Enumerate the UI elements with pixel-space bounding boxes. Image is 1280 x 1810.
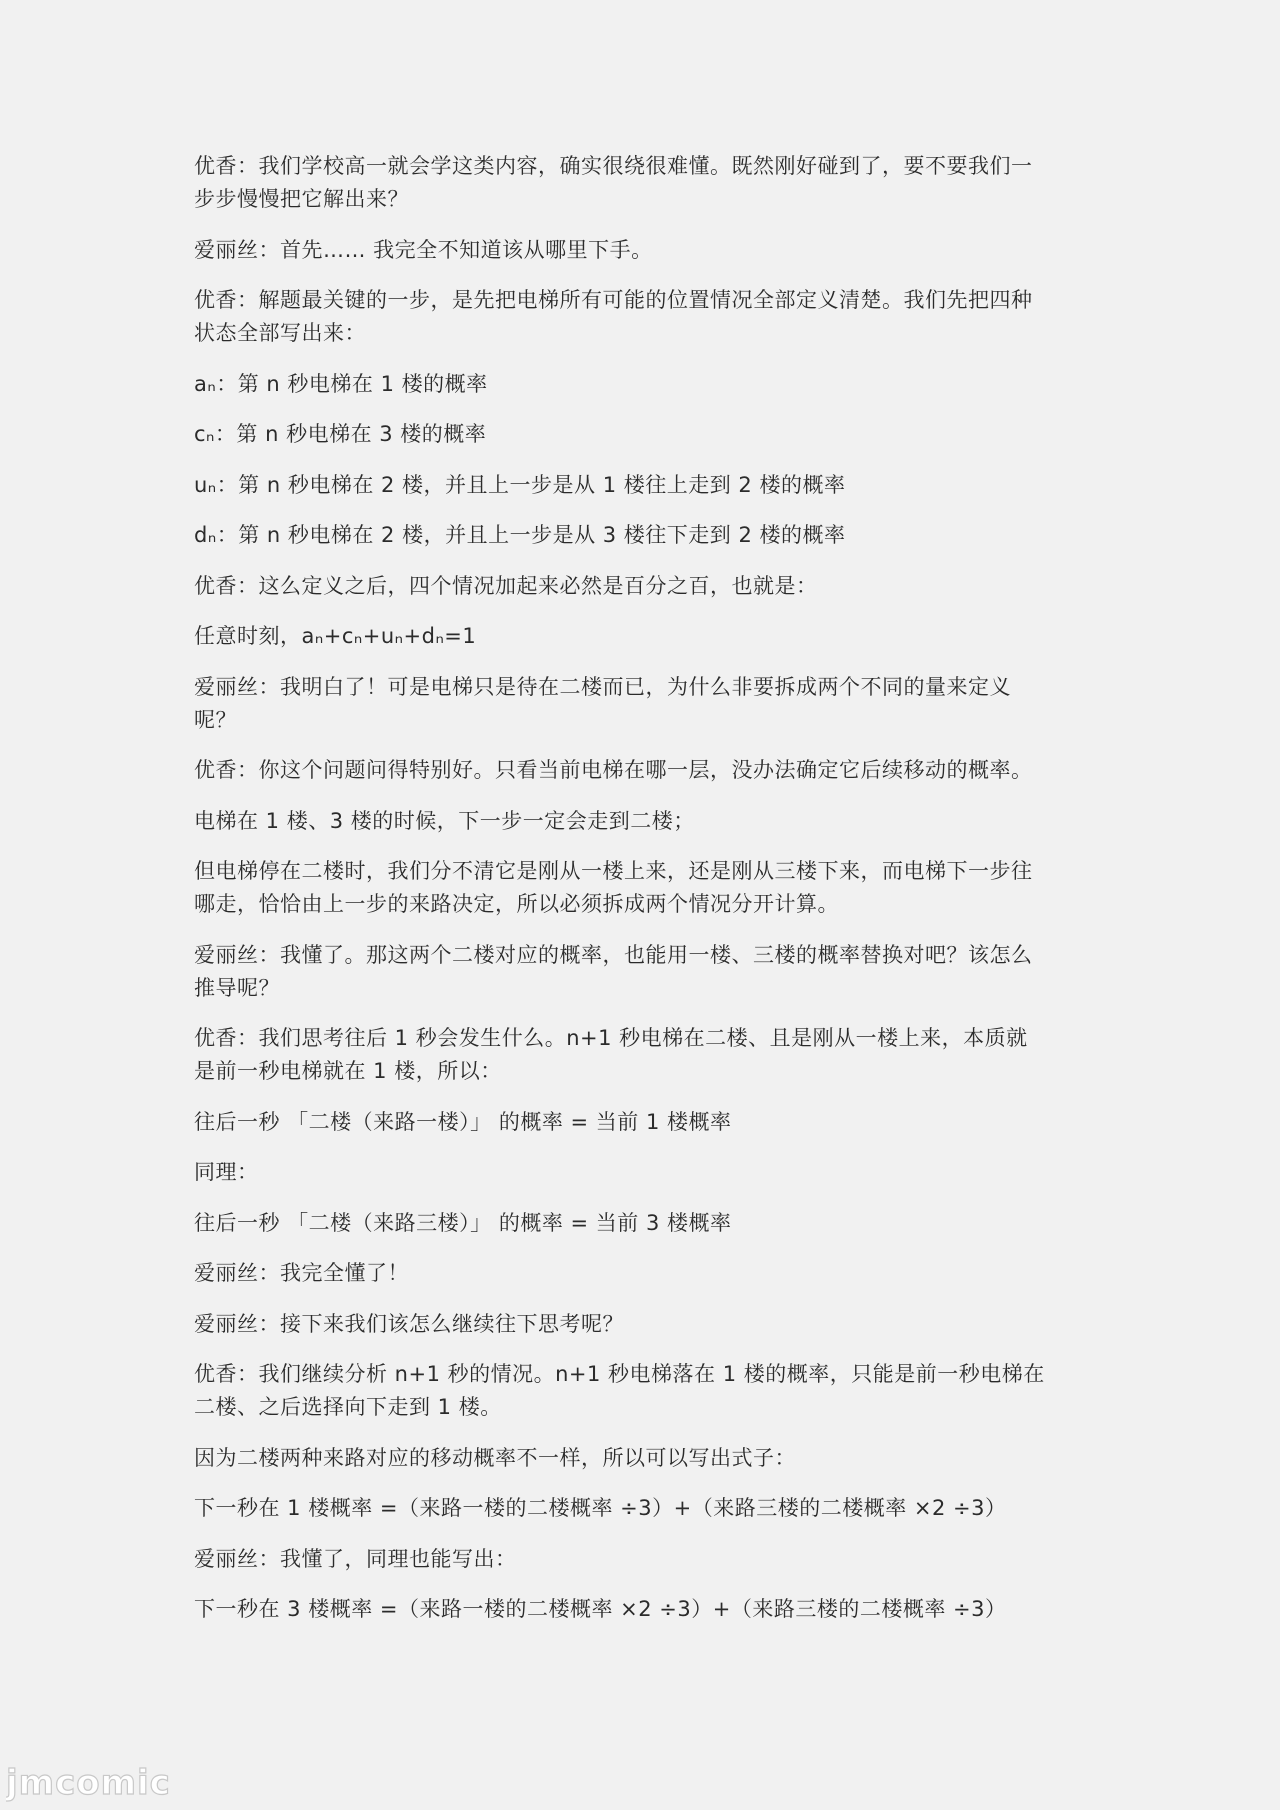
paragraph [194,671,1094,737]
text-line: 优香：这么定义之后，四个情况加起来必然是百分之百，也就是： [194,573,818,598]
paragraph [194,1308,1094,1341]
text-line: 爱丽丝：我明白了！可是电梯只是待在二楼而已，为什么非要拆成两个不同的量来定义 [194,674,1011,699]
definition-line [194,469,1094,502]
watermark-text: jmcomic [6,1763,171,1802]
text-line: 优香：你这个问题问得特别好。只看当前电梯在哪一层，没办法确定它后续移动的概率。 [194,758,1033,782]
dialogue-text-body [194,150,1094,1644]
text-line: aₙ：第 n 秒电梯在 1 楼的概率 [194,371,488,396]
text-line: 因为二楼两种来路对应的移动概率不一样，所以可以写出式子： [194,1445,796,1470]
text-line: 电梯在 1 楼、3 楼的时候，下一步一定会走到二楼； [194,808,695,833]
paragraph [194,1156,1094,1189]
formula-line [194,1492,1094,1525]
paragraph [194,1543,1094,1576]
text-line: 步步慢慢把它解出来？ [194,187,409,211]
formula-line [194,1106,1094,1139]
paragraph [194,754,1094,787]
definition-line [194,418,1094,451]
text-line: 爱丽丝：我懂了，同理也能写出： [194,1546,517,1571]
text-line: 状态全部写出来： [194,321,366,345]
paragraph [194,939,1094,1005]
text-line: 往后一秒 「二楼（来路一楼）」 的概率 = 当前 1 楼概率 [194,1109,732,1134]
text-line: dₙ：第 n 秒电梯在 2 楼，并且上一步是从 3 楼往下走到 2 楼的概率 [194,523,846,547]
text-line: 同理： [194,1160,259,1184]
text-line: 优香：我们思考往后 1 秒会发生什么。n+1 秒电梯在二楼、且是刚从一楼上来，本质就 [194,1026,1028,1050]
paragraph [194,805,1094,838]
text-line: 优香：解题最关键的一步，是先把电梯所有可能的位置情况全部定义清楚。我们先把四种 [194,288,1033,312]
text-line: 优香：我们学校高一就会学这类内容，确实很绕很难懂。既然刚好碰到了，要不要我们一 [194,154,1033,178]
text-line: 哪走，恰恰由上一步的来路决定，所以必须拆成两个情况分开计算。 [194,892,839,916]
text-line: cₙ：第 n 秒电梯在 3 楼的概率 [194,422,487,446]
text-line: 推导呢？ [194,975,280,1000]
text-line: 往后一秒 「二楼（来路三楼）」 的概率 = 当前 3 楼概率 [194,1210,732,1235]
paragraph [194,150,1094,216]
text-line: 二楼、之后选择向下走到 1 楼。 [194,1395,502,1419]
text-line: 呢？ [194,707,237,732]
text-line: 爱丽丝：我懂了。那这两个二楼对应的概率，也能用一楼、三楼的概率替换对吧？该怎么 [194,942,1033,967]
text-line: 优香：我们继续分析 n+1 秒的情况。n+1 秒电梯落在 1 楼的概率，只能是前一秒电梯在 [194,1362,1045,1386]
paragraph [194,284,1094,350]
text-line: 爱丽丝：首先…… 我完全不知道该从哪里下手。 [194,237,653,262]
paragraph [194,1442,1094,1475]
paragraph [194,570,1094,603]
text-line: 任意时刻，aₙ+cₙ+uₙ+dₙ=1 [194,624,477,648]
text-line: 是前一秒电梯就在 1 楼，所以： [194,1059,502,1083]
formula-line [194,1593,1094,1626]
paragraph [194,855,1094,921]
text-line: 爱丽丝：我完全懂了！ [194,1261,409,1285]
text-line: 但电梯停在二楼时，我们分不清它是刚从一楼上来，还是刚从三楼下来，而电梯下一步往 [194,859,1033,883]
formula-line [194,620,1094,653]
text-line: 爱丽丝：接下来我们该怎么继续往下思考呢？ [194,1311,624,1336]
watermark-logo [6,1762,202,1802]
definition-line [194,519,1094,552]
paragraph [194,234,1094,267]
paragraph [194,1358,1094,1424]
text-line: uₙ：第 n 秒电梯在 2 楼，并且上一步是从 1 楼往上走到 2 楼的概率 [194,472,846,497]
text-line: 下一秒在 3 楼概率 =（来路一楼的二楼概率 ×2 ÷3）+（来路三楼的二楼概率 ÷3） [194,1597,1007,1621]
formula-line [194,1207,1094,1240]
definition-line [194,368,1094,401]
paragraph [194,1022,1094,1088]
paragraph [194,1257,1094,1290]
text-line: 下一秒在 1 楼概率 =（来路一楼的二楼概率 ÷3）+（来路三楼的二楼概率 ×2 ÷3） [194,1496,1007,1520]
